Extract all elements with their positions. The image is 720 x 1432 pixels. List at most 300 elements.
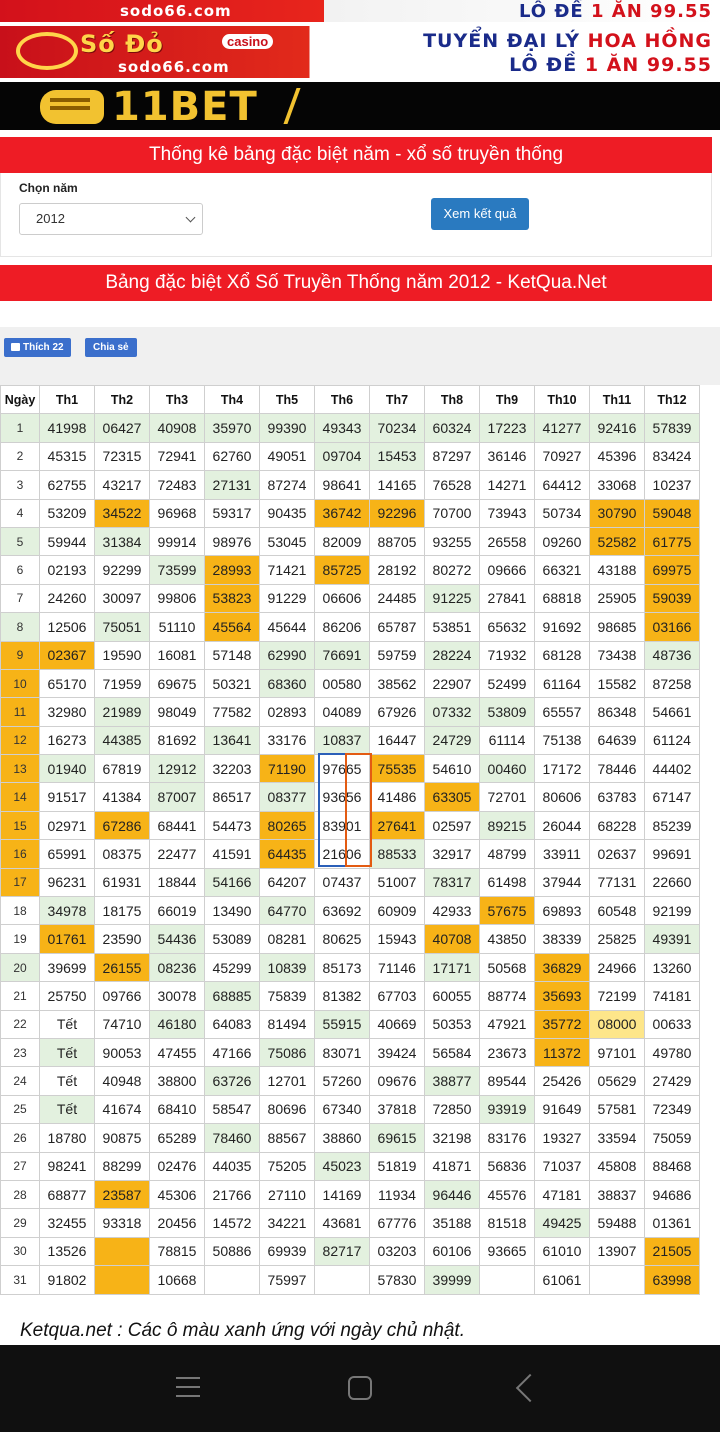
table-row [1, 613, 700, 641]
result-cell: 53209 [40, 499, 95, 527]
result-cell: 02971 [40, 811, 95, 839]
day-cell: 2 [1, 442, 40, 470]
result-cell: 64770 [260, 897, 315, 925]
ad-slogan-c: LÔ ĐỀ [509, 54, 578, 76]
result-cell: 20456 [150, 1209, 205, 1237]
result-cell: 47166 [205, 1038, 260, 1066]
result-cell: 56584 [425, 1038, 480, 1066]
result-cell: 13526 [40, 1237, 95, 1265]
result-cell: 87297 [425, 442, 480, 470]
result-cell: 69893 [535, 897, 590, 925]
result-cell: 67340 [315, 1095, 370, 1123]
result-cell: 10668 [150, 1266, 205, 1294]
result-cell: 11372 [535, 1038, 590, 1066]
result-cell: 75205 [260, 1152, 315, 1180]
result-cell: 13490 [205, 897, 260, 925]
result-cell: 55915 [315, 1010, 370, 1038]
result-cell: 81692 [150, 726, 205, 754]
result-cell [95, 1237, 150, 1265]
day-cell: 21 [1, 982, 40, 1010]
result-cell: 74710 [95, 1010, 150, 1038]
table-row [1, 1180, 700, 1208]
day-cell: 4 [1, 499, 40, 527]
result-cell: 41486 [370, 783, 425, 811]
result-cell: 02637 [590, 840, 645, 868]
result-cell: 86517 [205, 783, 260, 811]
result-cell: 60548 [590, 897, 645, 925]
result-cell: 72199 [590, 982, 645, 1010]
result-cell: 81518 [480, 1209, 535, 1237]
view-results-button[interactable]: Xem kết quả [431, 198, 529, 230]
result-cell: 91692 [535, 613, 590, 641]
table-row [1, 1152, 700, 1180]
result-cell: 39424 [370, 1038, 425, 1066]
result-cell: 32455 [40, 1209, 95, 1237]
result-cell: 57839 [645, 414, 700, 442]
result-cell: 08377 [260, 783, 315, 811]
result-cell: Tết [40, 1010, 95, 1038]
result-cell: 86348 [590, 698, 645, 726]
table-row [1, 982, 700, 1010]
result-cell: 02367 [40, 641, 95, 669]
result-cell: 17172 [535, 755, 590, 783]
page-title: Thống kê bảng đặc biệt năm - xổ số truyền thống [0, 137, 712, 173]
day-cell: 3 [1, 471, 40, 499]
day-cell: 7 [1, 584, 40, 612]
share-button[interactable]: Chia sẻ [85, 338, 137, 357]
result-cell: 41871 [425, 1152, 480, 1180]
result-cell: 33911 [535, 840, 590, 868]
thumbs-up-icon [11, 343, 20, 351]
day-cell: 9 [1, 641, 40, 669]
result-cell: 52499 [480, 669, 535, 697]
result-cell: 08281 [260, 925, 315, 953]
result-cell: 12701 [260, 1067, 315, 1095]
result-cell: 49391 [645, 925, 700, 953]
result-cell: 64435 [260, 840, 315, 868]
day-cell: 17 [1, 868, 40, 896]
result-cell: 75535 [370, 755, 425, 783]
result-cell: 67286 [95, 811, 150, 839]
result-cell: 44035 [205, 1152, 260, 1180]
result-cell: 58547 [205, 1095, 260, 1123]
result-cell: 69939 [260, 1237, 315, 1265]
result-cell: 15582 [590, 669, 645, 697]
result-cell: 59039 [645, 584, 700, 612]
result-cell: 49780 [645, 1038, 700, 1066]
result-cell: 88774 [480, 982, 535, 1010]
result-cell: 22660 [645, 868, 700, 896]
result-cell: 43850 [480, 925, 535, 953]
result-cell: 64083 [205, 1010, 260, 1038]
result-cell: 61498 [480, 868, 535, 896]
result-cell: 36829 [535, 953, 590, 981]
result-cell: 72349 [645, 1095, 700, 1123]
table-row [1, 471, 700, 499]
result-cell: 94686 [645, 1180, 700, 1208]
result-cell: 77582 [205, 698, 260, 726]
result-cell: 01361 [645, 1209, 700, 1237]
top-ad-banner[interactable] [0, 0, 720, 22]
result-cell: 14169 [315, 1180, 370, 1208]
result-cell: 45299 [205, 953, 260, 981]
result-cell: 73438 [590, 641, 645, 669]
result-cell: 75051 [95, 613, 150, 641]
result-cell: 85173 [315, 953, 370, 981]
table-row [1, 953, 700, 981]
result-cell: 52582 [590, 527, 645, 555]
column-header-day: Ngày [1, 386, 40, 414]
result-cell: 33176 [260, 726, 315, 754]
table-row [1, 1095, 700, 1123]
result-cell: 35772 [535, 1010, 590, 1038]
result-cell: 24966 [590, 953, 645, 981]
result-cell: 37944 [535, 868, 590, 896]
result-cell: 68441 [150, 811, 205, 839]
result-cell: 54436 [150, 925, 205, 953]
table-row [1, 414, 700, 442]
result-cell: 80625 [315, 925, 370, 953]
result-cell: 74181 [645, 982, 700, 1010]
result-cell: 65787 [370, 613, 425, 641]
result-cell: 75086 [260, 1038, 315, 1066]
result-cell: 78446 [590, 755, 645, 783]
result-cell: 75997 [260, 1266, 315, 1294]
result-cell: 53045 [260, 527, 315, 555]
result-cell: 25825 [590, 925, 645, 953]
day-cell: 6 [1, 556, 40, 584]
result-cell: 65289 [150, 1124, 205, 1152]
result-cell: 50886 [205, 1237, 260, 1265]
result-cell: 17171 [425, 953, 480, 981]
result-cell: 67926 [370, 698, 425, 726]
result-cell: 40908 [150, 414, 205, 442]
result-cell: 37818 [370, 1095, 425, 1123]
result-cell: 38800 [150, 1067, 205, 1095]
result-cell: 70927 [535, 442, 590, 470]
result-cell: 14572 [205, 1209, 260, 1237]
result-cell: 35188 [425, 1209, 480, 1237]
table-header-row [1, 386, 700, 414]
result-cell: 06427 [95, 414, 150, 442]
result-cell: 72483 [150, 471, 205, 499]
column-header-month: Th11 [590, 386, 645, 414]
result-cell: 47181 [535, 1180, 590, 1208]
result-cell: 71037 [535, 1152, 590, 1180]
result-cell: 53809 [480, 698, 535, 726]
result-cell: 64207 [260, 868, 315, 896]
result-cell: 19327 [535, 1124, 590, 1152]
table-title: Bảng đặc biệt Xổ Số Truyền Thống năm 2012 - KetQua.Net [0, 265, 712, 301]
like-button[interactable] [4, 338, 71, 357]
chevron-down-icon [186, 213, 196, 223]
result-cell: 68877 [40, 1180, 95, 1208]
result-cell: 98976 [205, 527, 260, 555]
column-header-month: Th2 [95, 386, 150, 414]
column-header-month: Th10 [535, 386, 590, 414]
result-cell: 62755 [40, 471, 95, 499]
result-cell: 28192 [370, 556, 425, 584]
result-cell: 27110 [260, 1180, 315, 1208]
result-cell: 78317 [425, 868, 480, 896]
bet-brand: 11BET [112, 84, 258, 130]
table-row [1, 1266, 700, 1294]
result-cell: 67147 [645, 783, 700, 811]
result-cell: 89544 [480, 1067, 535, 1095]
like-count: 22 [52, 342, 64, 353]
result-cell: 47921 [480, 1010, 535, 1038]
result-cell: Tết [40, 1038, 95, 1066]
result-cell: 80696 [260, 1095, 315, 1123]
result-cell: 21606 [315, 840, 370, 868]
result-cell: 51819 [370, 1152, 425, 1180]
result-cell: 41591 [205, 840, 260, 868]
table-row [1, 1038, 700, 1066]
table-row [1, 499, 700, 527]
result-cell [205, 1266, 260, 1294]
result-cell: 48736 [645, 641, 700, 669]
result-cell: 45576 [480, 1180, 535, 1208]
result-cell: 98241 [40, 1152, 95, 1180]
result-cell: 15453 [370, 442, 425, 470]
result-cell: 30097 [95, 584, 150, 612]
result-cell: 09666 [480, 556, 535, 584]
result-cell: 83901 [315, 811, 370, 839]
result-cell: 70700 [425, 499, 480, 527]
result-cell: 35693 [535, 982, 590, 1010]
result-cell: 72701 [480, 783, 535, 811]
result-cell: 41998 [40, 414, 95, 442]
result-cell: 45644 [260, 613, 315, 641]
column-header-month: Th7 [370, 386, 425, 414]
result-cell: 54661 [645, 698, 700, 726]
result-cell: 07332 [425, 698, 480, 726]
day-cell: 18 [1, 897, 40, 925]
result-cell: 10839 [260, 953, 315, 981]
day-cell: 24 [1, 1067, 40, 1095]
column-header-month: Th6 [315, 386, 370, 414]
result-cell: 09766 [95, 982, 150, 1010]
result-cell: 68228 [590, 811, 645, 839]
result-cell: 70234 [370, 414, 425, 442]
result-cell: 30790 [590, 499, 645, 527]
table-row [1, 669, 700, 697]
day-cell: 11 [1, 698, 40, 726]
result-cell: 88533 [370, 840, 425, 868]
top-ad-brand: sodo66.com [120, 2, 232, 20]
result-cell: 27429 [645, 1067, 700, 1095]
result-cell: 32980 [40, 698, 95, 726]
result-cell: 54473 [205, 811, 260, 839]
result-cell: 81494 [260, 1010, 315, 1038]
result-cell: 97665 [315, 755, 370, 783]
result-cell: 18780 [40, 1124, 95, 1152]
result-cell: 76691 [315, 641, 370, 669]
result-cell: 57148 [205, 641, 260, 669]
back-icon[interactable] [516, 1374, 544, 1402]
result-cell: 71146 [370, 953, 425, 981]
result-cell: 26155 [95, 953, 150, 981]
result-cell: 21766 [205, 1180, 260, 1208]
result-cell: 00633 [645, 1010, 700, 1038]
result-cell: 32917 [425, 840, 480, 868]
result-cell: 96446 [425, 1180, 480, 1208]
bet-ad-banner[interactable] [0, 82, 720, 130]
column-header-month: Th4 [205, 386, 260, 414]
result-cell: 68818 [535, 584, 590, 612]
day-cell: 30 [1, 1237, 40, 1265]
result-cell: 16081 [150, 641, 205, 669]
results-table [0, 385, 700, 1295]
result-cell [480, 1266, 535, 1294]
result-cell: 49051 [260, 442, 315, 470]
table-row [1, 1209, 700, 1237]
result-cell: 36146 [480, 442, 535, 470]
top-ad-slogan [519, 1, 712, 22]
table-row [1, 1124, 700, 1152]
result-cell: 57830 [370, 1266, 425, 1294]
result-cell: 23590 [95, 925, 150, 953]
result-cell: 45315 [40, 442, 95, 470]
result-cell: 15943 [370, 925, 425, 953]
result-cell: 99390 [260, 414, 315, 442]
result-cell: 92299 [95, 556, 150, 584]
fist-icon [40, 90, 104, 124]
result-cell: 92416 [590, 414, 645, 442]
result-cell: 13641 [205, 726, 260, 754]
result-cell: 50734 [535, 499, 590, 527]
sodo-ad-banner[interactable] [0, 26, 720, 78]
result-cell: 59944 [40, 527, 95, 555]
result-cell: 06606 [315, 584, 370, 612]
day-cell: 12 [1, 726, 40, 754]
result-cell: 72941 [150, 442, 205, 470]
result-cell: 25905 [590, 584, 645, 612]
result-cell: 88567 [260, 1124, 315, 1152]
table-row [1, 442, 700, 470]
result-cell: 80606 [535, 783, 590, 811]
result-cell: 02476 [150, 1152, 205, 1180]
result-cell: 68128 [535, 641, 590, 669]
result-cell: 40948 [95, 1067, 150, 1095]
result-cell: 18175 [95, 897, 150, 925]
result-cell: 02893 [260, 698, 315, 726]
result-cell: 60055 [425, 982, 480, 1010]
day-cell: 31 [1, 1266, 40, 1294]
result-cell: 38837 [590, 1180, 645, 1208]
result-cell: 36742 [315, 499, 370, 527]
result-cell: 63998 [645, 1266, 700, 1294]
result-cell: 99691 [645, 840, 700, 868]
result-cell: 41674 [95, 1095, 150, 1123]
chevron-right-icon [269, 88, 300, 124]
system-nav-bar [0, 1345, 720, 1432]
result-cell: 38860 [315, 1124, 370, 1152]
result-cell: 88468 [645, 1152, 700, 1180]
result-cell: 25750 [40, 982, 95, 1010]
result-cell: 88299 [95, 1152, 150, 1180]
result-cell: 23673 [480, 1038, 535, 1066]
day-cell: 16 [1, 840, 40, 868]
result-cell: 67819 [95, 755, 150, 783]
result-cell: 91229 [260, 584, 315, 612]
column-header-month: Th3 [150, 386, 205, 414]
result-cell: 88705 [370, 527, 425, 555]
result-cell: 60909 [370, 897, 425, 925]
column-header-month: Th1 [40, 386, 95, 414]
result-cell: 24729 [425, 726, 480, 754]
top-ad-slogan-a: LÔ ĐỀ [518, 1, 584, 22]
result-cell: 53851 [425, 613, 480, 641]
result-cell: 22477 [150, 840, 205, 868]
result-cell: 63783 [590, 783, 645, 811]
result-cell: 80272 [425, 556, 480, 584]
result-cell: 91649 [535, 1095, 590, 1123]
result-cell: 61124 [645, 726, 700, 754]
ad-slogan-line1 [423, 30, 712, 52]
result-cell: 39999 [425, 1266, 480, 1294]
year-select[interactable] [19, 203, 203, 235]
result-cell: 00580 [315, 669, 370, 697]
result-cell: 63305 [425, 783, 480, 811]
footnote: Ketqua.net : Các ô màu xanh ứng với ngày chủ nhật. [20, 1320, 465, 1341]
recent-apps-icon[interactable] [176, 1377, 200, 1397]
day-cell: 22 [1, 1010, 40, 1038]
result-cell: 69675 [150, 669, 205, 697]
result-cell: 86206 [315, 613, 370, 641]
result-cell: 43681 [315, 1209, 370, 1237]
result-cell: 67776 [370, 1209, 425, 1237]
result-cell: 09260 [535, 527, 590, 555]
day-cell: 19 [1, 925, 40, 953]
result-cell: 49343 [315, 414, 370, 442]
result-cell: 02597 [425, 811, 480, 839]
result-cell: 50568 [480, 953, 535, 981]
result-cell [590, 1266, 645, 1294]
result-cell: 81382 [315, 982, 370, 1010]
result-cell: 21989 [95, 698, 150, 726]
result-cell: 41277 [535, 414, 590, 442]
result-cell: 65557 [535, 698, 590, 726]
result-cell: 72315 [95, 442, 150, 470]
result-cell: 65632 [480, 613, 535, 641]
result-cell: 40669 [370, 1010, 425, 1038]
result-cell: 39699 [40, 953, 95, 981]
home-icon[interactable] [348, 1376, 372, 1400]
result-cell: 69615 [370, 1124, 425, 1152]
result-cell: 83176 [480, 1124, 535, 1152]
result-cell: 85239 [645, 811, 700, 839]
result-cell: 59759 [370, 641, 425, 669]
result-cell: 54166 [205, 868, 260, 896]
result-cell: 25426 [535, 1067, 590, 1095]
result-cell: 87274 [260, 471, 315, 499]
result-cell: 41384 [95, 783, 150, 811]
table-row [1, 556, 700, 584]
result-cell: 02193 [40, 556, 95, 584]
result-cell: 92296 [370, 499, 425, 527]
result-cell: 93665 [480, 1237, 535, 1265]
result-cell: 61775 [645, 527, 700, 555]
result-cell: 24485 [370, 584, 425, 612]
result-cell: 00460 [480, 755, 535, 783]
result-cell: 61061 [535, 1266, 590, 1294]
result-cell: 59317 [205, 499, 260, 527]
result-cell: 09704 [315, 442, 370, 470]
result-cell: 72850 [425, 1095, 480, 1123]
result-cell: 75138 [535, 726, 590, 754]
result-cell: 89215 [480, 811, 535, 839]
